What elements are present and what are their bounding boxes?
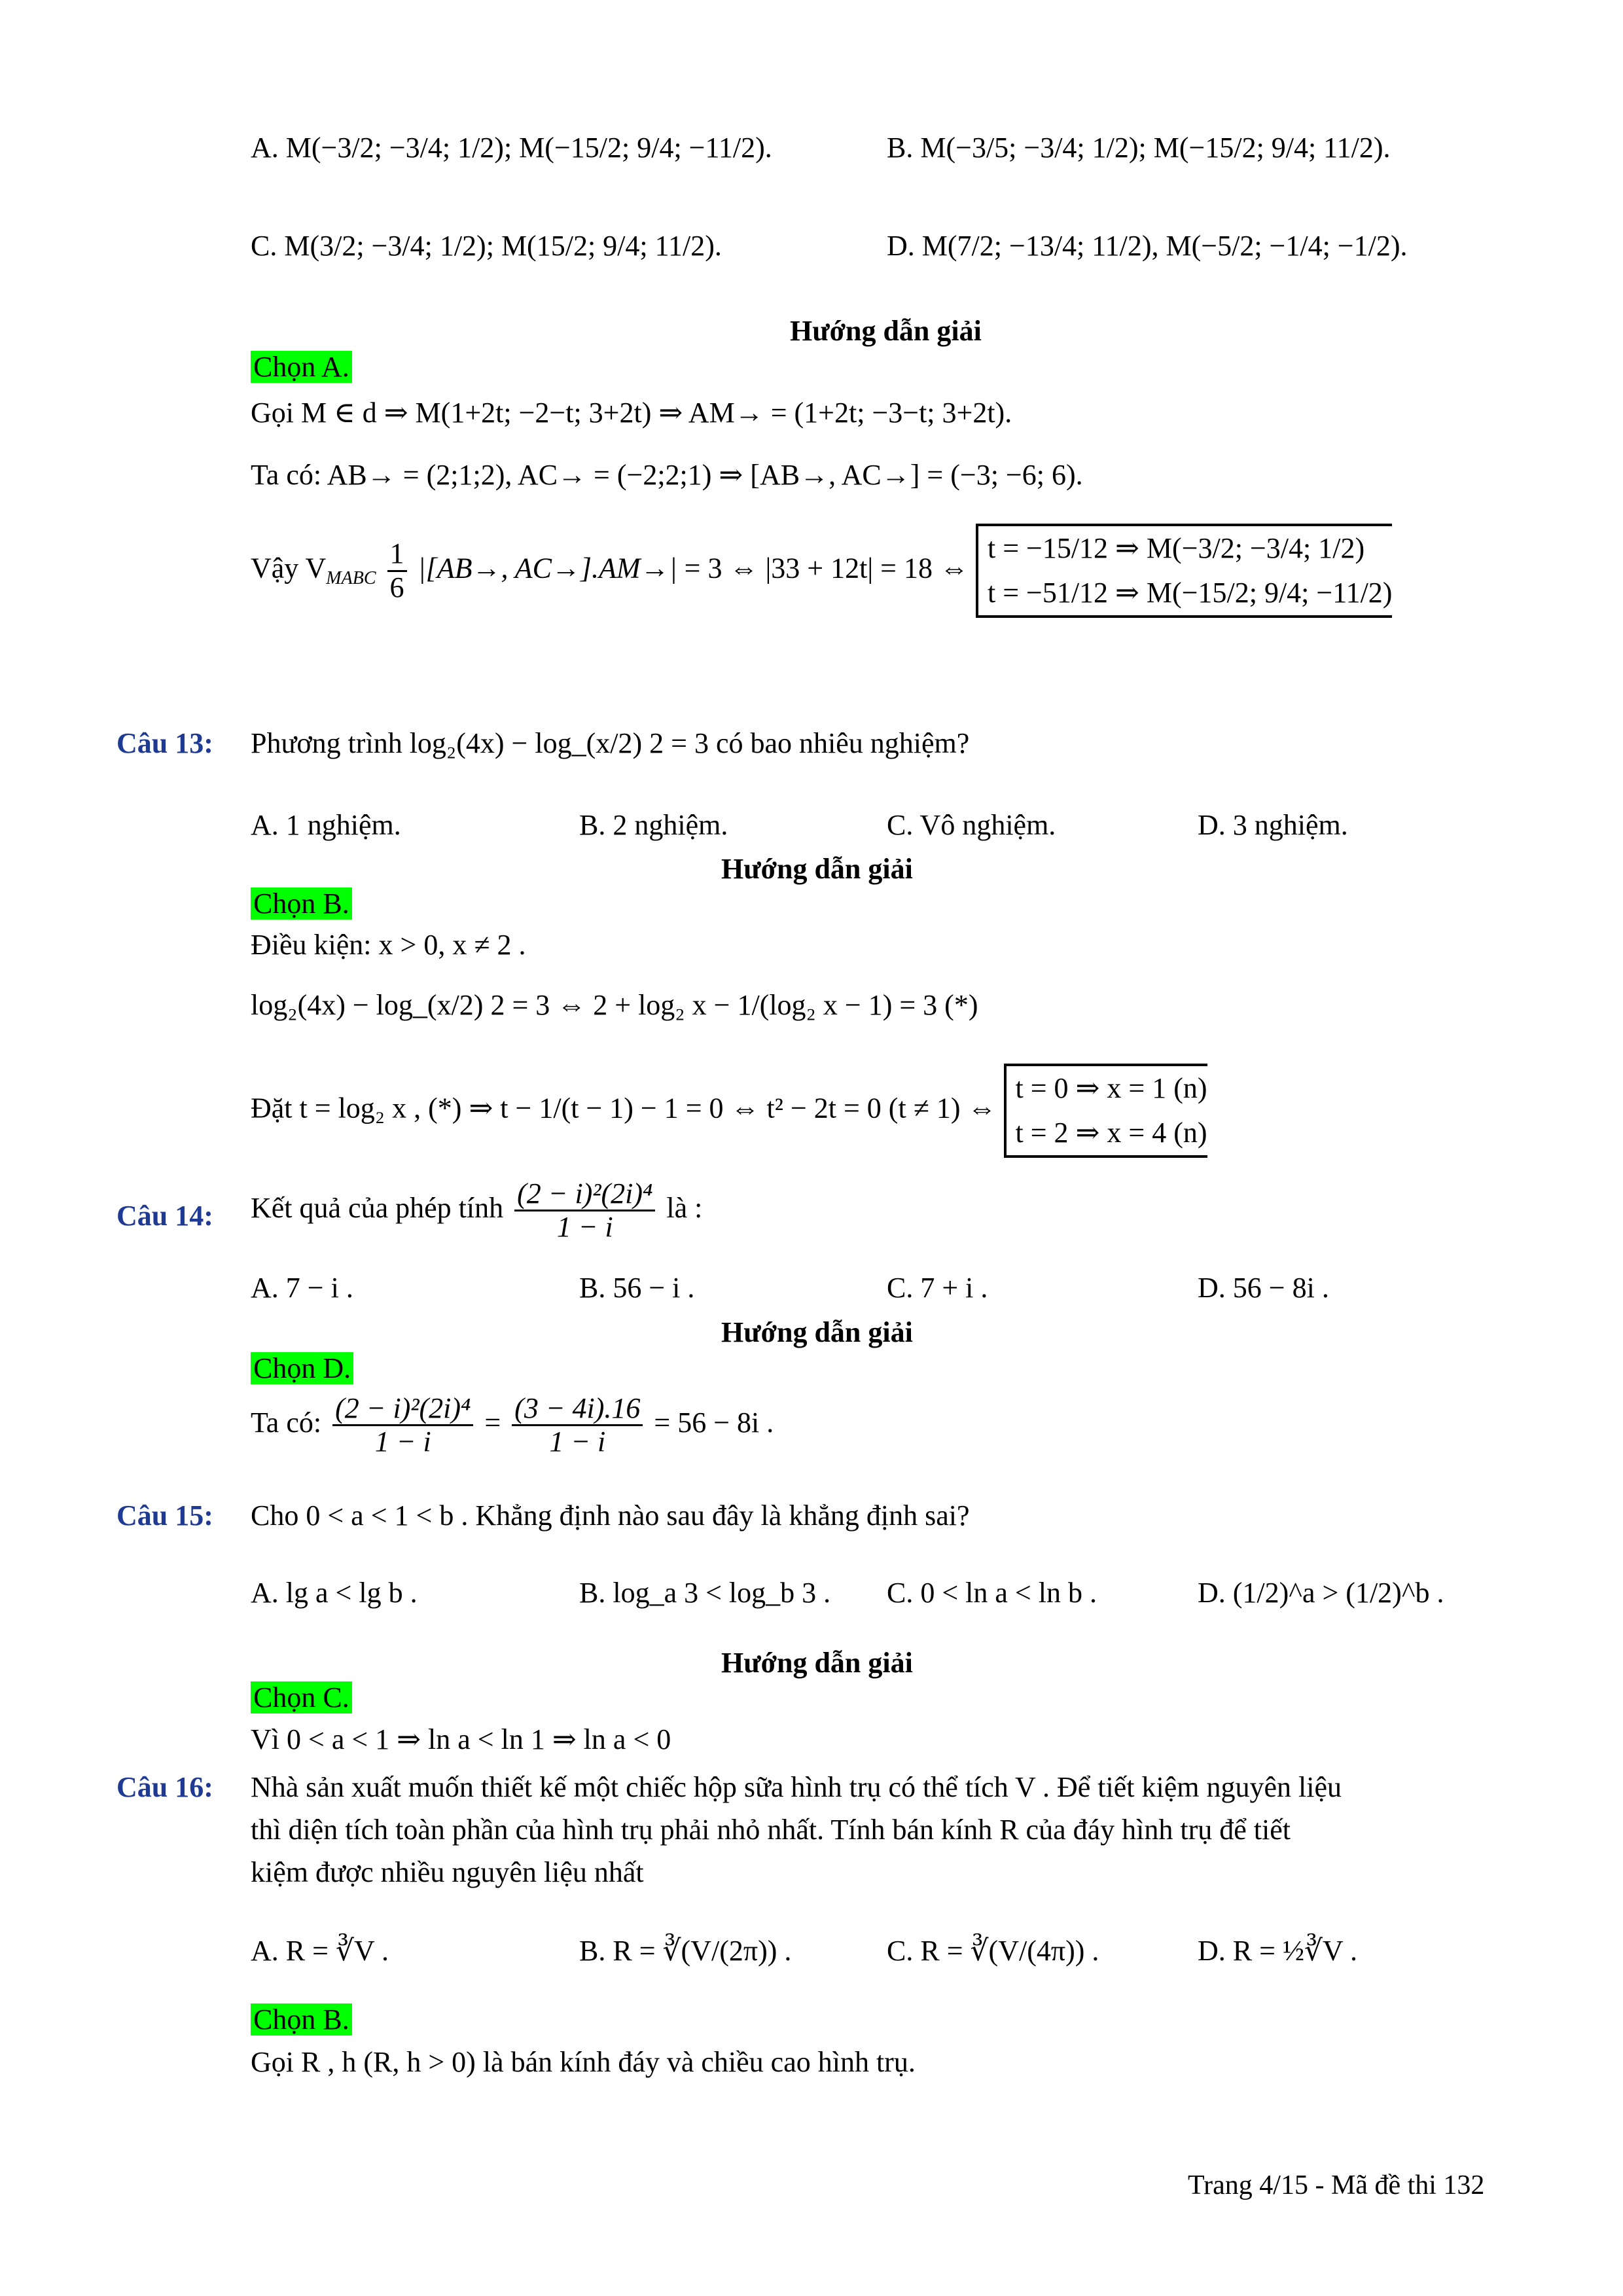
q12-cases bbox=[976, 524, 1393, 618]
q15-solution: Vì 0 < a < 1 ⇒ ln a < ln 1 ⇒ ln a < 0 bbox=[251, 1723, 671, 1755]
q16-text-line2: thì diện tích toàn phần của hình trụ phải nhỏ nhất. Tính bán kính R của đáy hình trụ để tiết bbox=[251, 1814, 1291, 1846]
q14-denominator: 1 − i bbox=[556, 1211, 613, 1244]
q15-option-c: C. 0 < ln a < ln b . bbox=[887, 1577, 1097, 1609]
q13-text: Phương trình log₂(4x) − log_(x/2) 2 = 3 có bao nhiêu nghiệm? bbox=[251, 727, 970, 759]
q16-answer bbox=[251, 2003, 352, 2036]
q12-solution-heading: Hướng dẫn giải bbox=[790, 315, 982, 347]
q14-label: Câu 14: bbox=[116, 1200, 213, 1232]
q14-solution-post: = 56 − 8i . bbox=[654, 1406, 774, 1439]
one-sixth-fraction: $\frac{1}{6}$ bbox=[387, 538, 407, 603]
q13-solution-heading: Hướng dẫn giải bbox=[721, 853, 913, 885]
q15-option-a: A. lg a < lg b . bbox=[251, 1577, 418, 1609]
q14-solution-heading: Hướng dẫn giải bbox=[721, 1316, 913, 1348]
q13-option-c: C. Vô nghiệm. bbox=[887, 809, 1056, 841]
q14-fraction bbox=[514, 1178, 655, 1244]
q13-substitution: Đặt t = log₂ x , (*) ⇒ t − 1/(t − 1) − 1 = 0 ⇔ t² − 2t = 0 (t ≠ 1) ⇔ bbox=[251, 1092, 997, 1124]
q13-cases bbox=[1004, 1064, 1207, 1158]
q16-option-b: B. R = ∛(V/(2π)) . bbox=[579, 1935, 792, 1967]
q16-option-d: D. R = ½∛V . bbox=[1198, 1935, 1357, 1967]
q12-option-a: A. M(−3/2; −3/4; 1/2); M(−15/2; 9/4; −11/2). bbox=[251, 132, 772, 164]
page-footer: Trang 4/15 - Mã đề thi 132 bbox=[1188, 2170, 1485, 2200]
q13-answer bbox=[251, 887, 352, 920]
q14-solution-numerator-1: (2 − i)²(2i)⁴ bbox=[332, 1393, 473, 1426]
q16-text-line3: kiệm được nhiều nguyên liệu nhất bbox=[251, 1856, 644, 1888]
q14-answer-highlight: Chọn D. bbox=[251, 1352, 353, 1384]
q13-option-b: B. 2 nghiệm. bbox=[579, 809, 728, 841]
q14-text-post: là : bbox=[666, 1191, 703, 1224]
q14-text bbox=[251, 1178, 702, 1244]
q13-option-d: D. 3 nghiệm. bbox=[1198, 809, 1348, 841]
q14-solution-fraction-2 bbox=[512, 1393, 643, 1458]
q16-answer-highlight: Chọn B. bbox=[251, 2003, 352, 2036]
q15-solution-heading: Hướng dẫn giải bbox=[721, 1647, 913, 1679]
q16-option-a: A. R = ∛V . bbox=[251, 1935, 389, 1967]
q13-equation-1: log₂(4x) − log_(x/2) 2 = 3 ⇔ 2 + log₂ x − 1/(log₂ x − 1) = 3 (*) bbox=[251, 989, 978, 1021]
q12-option-c: C. M(3/2; −3/4; 1/2); M(15/2; 9/4; 11/2). bbox=[251, 230, 722, 262]
equals-sign: = bbox=[484, 1406, 501, 1439]
q15-answer bbox=[251, 1681, 352, 1714]
q14-option-b: B. 56 − i . bbox=[579, 1272, 695, 1304]
q13-case-2: t = 2 ⇒ x = 4 (n) bbox=[1015, 1117, 1207, 1149]
triple-product: |[AB→, AC→].AM→| bbox=[418, 552, 677, 584]
q14-solution bbox=[251, 1393, 774, 1458]
q13-condition: Điều kiện: x > 0, x ≠ 2 . bbox=[251, 929, 526, 961]
q14-solution-fraction-1 bbox=[332, 1393, 473, 1458]
q12-answer-highlight: Chọn A. bbox=[251, 351, 352, 383]
q14-solution-pre: Ta có: bbox=[251, 1406, 322, 1439]
volume-label: Vậy V bbox=[251, 552, 327, 584]
q14-option-a: A. 7 − i . bbox=[251, 1272, 353, 1304]
q15-option-b: B. log_a 3 < log_b 3 . bbox=[579, 1577, 831, 1609]
q12-option-b: B. M(−3/5; −3/4; 1/2); M(−15/2; 9/4; 11/2). bbox=[887, 132, 1391, 164]
q12-solution-line2: Ta có: AB→ = (2;1;2), AC→ = (−2;2;1) ⇒ [AB→, AC→] = (−3; −6; 6). bbox=[251, 459, 1083, 491]
q15-label: Câu 15: bbox=[116, 1499, 213, 1532]
q12-answer bbox=[251, 350, 352, 384]
q14-solution-denominator-2: 1 − i bbox=[549, 1426, 606, 1458]
q12-solution-line1: Gọi M ∈ d ⇒ M(1+2t; −2−t; 3+2t) ⇒ AM→ = (1+2t; −3−t; 3+2t). bbox=[251, 397, 1012, 429]
q14-numerator: (2 − i)²(2i)⁴ bbox=[514, 1178, 655, 1211]
q15-option-d: D. (1/2)^a > (1/2)^b . bbox=[1198, 1577, 1444, 1609]
q15-answer-highlight: Chọn C. bbox=[251, 1681, 352, 1713]
q15-text: Cho 0 < a < 1 < b . Khẳng định nào sau đây là khẳng định sai? bbox=[251, 1499, 970, 1532]
q14-option-d: D. 56 − 8i . bbox=[1198, 1272, 1329, 1304]
q16-text-line1: Nhà sản xuất muốn thiết kế một chiếc hộp sữa hình trụ có thể tích V . Để tiết kiệm nguyên liệu bbox=[251, 1771, 1342, 1803]
q13-answer-highlight: Chọn B. bbox=[251, 888, 352, 920]
q13-label: Câu 13: bbox=[116, 727, 213, 759]
q14-solution-denominator-1: 1 − i bbox=[374, 1426, 431, 1458]
volume-equation: = 3 ⇔ |33 + 12t| = 18 ⇔ bbox=[684, 552, 969, 584]
q16-option-c: C. R = ∛(V/(4π)) . bbox=[887, 1935, 1099, 1967]
q13-equation-2 bbox=[251, 1064, 1207, 1158]
q14-option-c: C. 7 + i . bbox=[887, 1272, 988, 1304]
q14-answer bbox=[251, 1352, 353, 1385]
q12-solution-line3 bbox=[251, 524, 1392, 618]
q12-option-d: D. M(7/2; −13/4; 11/2), M(−5/2; −1/4; −1/2). bbox=[887, 230, 1408, 262]
q12-case-1: t = −15/12 ⇒ M(−3/2; −3/4; 1/2) bbox=[987, 532, 1365, 564]
q16-solution: Gọi R , h (R, h > 0) là bán kính đáy và chiều cao hình trụ. bbox=[251, 2046, 916, 2078]
q13-case-1: t = 0 ⇒ x = 1 (n) bbox=[1015, 1072, 1207, 1104]
q14-text-pre: Kết quả của phép tính bbox=[251, 1191, 504, 1224]
volume-subscript: MABC bbox=[326, 568, 376, 589]
q14-solution-numerator-2: (3 − 4i).16 bbox=[512, 1393, 643, 1426]
q13-option-a: A. 1 nghiệm. bbox=[251, 809, 401, 841]
q16-label: Câu 16: bbox=[116, 1771, 213, 1803]
q12-case-2: t = −51/12 ⇒ M(−15/2; 9/4; −11/2) bbox=[987, 577, 1393, 609]
